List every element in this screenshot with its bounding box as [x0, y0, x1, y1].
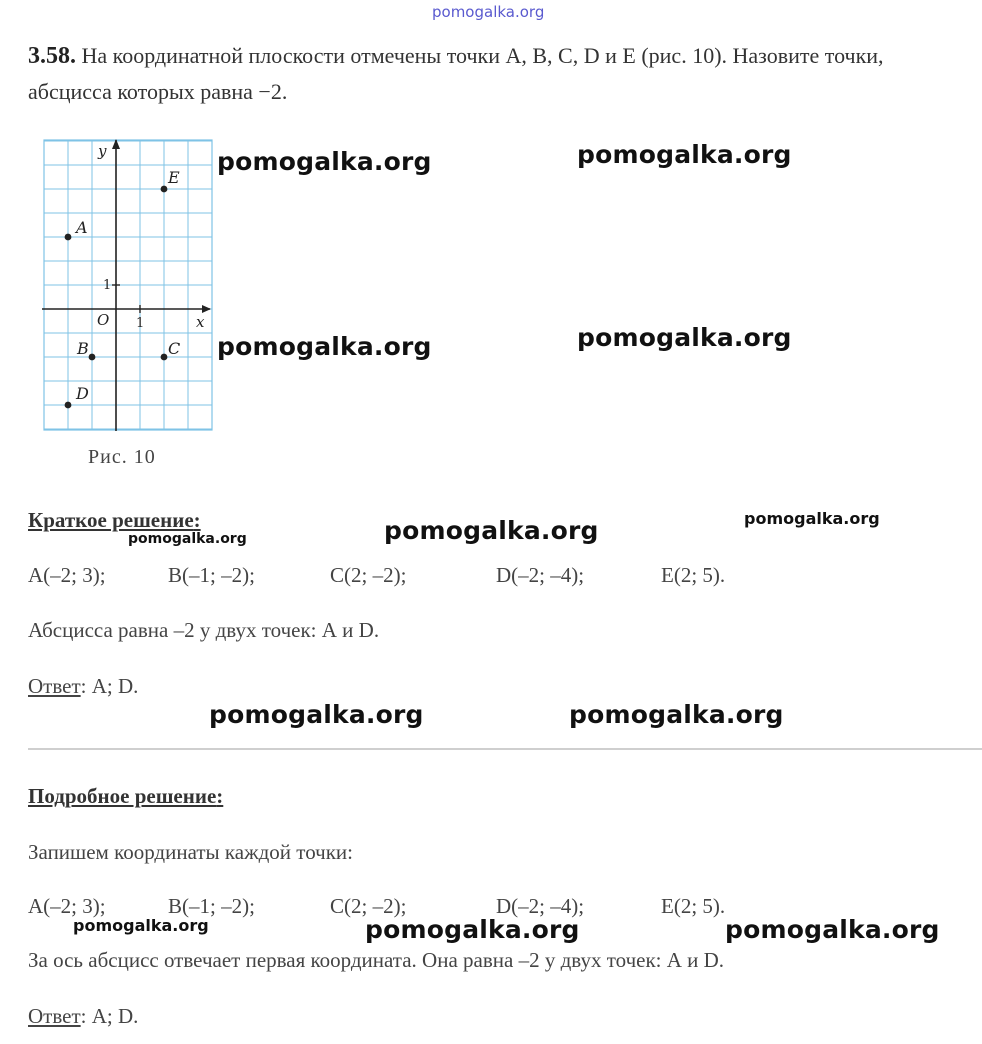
- point-d: [65, 402, 72, 409]
- point-label-d: D: [76, 384, 89, 403]
- watermark: pomogalka.org: [209, 700, 424, 729]
- problem-number: 3.58.: [28, 43, 76, 69]
- watermark: pomogalka.org: [217, 147, 432, 176]
- y-axis-label: y: [98, 142, 107, 160]
- detailed-statement: За ось абсцисс отвечает первая координата. Она равна –2 у двух точек: А и D.: [28, 948, 725, 972]
- detailed-coord-b: B(–1; –2);: [168, 894, 255, 918]
- short-coord-e: E(2; 5).: [661, 563, 726, 587]
- point-label-b: B: [77, 339, 89, 358]
- short-solution-heading-text: Краткое решение: [28, 508, 194, 532]
- x-unit-label: 1: [136, 316, 145, 331]
- watermark: pomogalka.org: [128, 531, 247, 547]
- short-coord-c: C(2; –2);: [330, 563, 407, 587]
- point-label-a: A: [76, 218, 88, 237]
- point-label-e: E: [168, 168, 180, 187]
- figure-caption: Рис. 10: [88, 446, 156, 468]
- short-solution-heading: [28, 508, 201, 533]
- point-a: [65, 234, 72, 241]
- point-c: [161, 354, 168, 361]
- short-coord-d: D(–2; –4);: [496, 563, 585, 587]
- short-statement: Абсцисса равна –2 у двух точек: А и D.: [28, 618, 380, 642]
- watermark: pomogalka.org: [217, 332, 432, 361]
- problem-statement: [28, 38, 968, 109]
- detailed-solution-heading-text: Подробное решение: [28, 784, 217, 808]
- y-unit-label: 1: [103, 278, 112, 293]
- detailed-solution-heading-colon: :: [216, 784, 224, 808]
- detailed-coord-c: C(2; –2);: [330, 894, 407, 918]
- watermark: pomogalka.org: [744, 509, 880, 528]
- detailed-answer-value: : А; D.: [80, 1004, 139, 1028]
- coordinate-figure: [40, 136, 216, 436]
- origin-label: O: [97, 311, 110, 329]
- site-watermark: pomogalka.org: [432, 3, 545, 21]
- watermark: pomogalka.org: [577, 140, 792, 169]
- grid: [44, 140, 212, 430]
- watermark: pomogalka.org: [725, 915, 940, 944]
- short-coord-b: B(–1; –2);: [168, 563, 255, 587]
- short-answer-value: : А; D.: [80, 674, 139, 698]
- watermark: pomogalka.org: [569, 700, 784, 729]
- detailed-coord-e: E(2; 5).: [661, 894, 726, 918]
- watermark: pomogalka.org: [384, 516, 599, 545]
- detailed-intro: Запишем координаты каждой точки:: [28, 840, 353, 864]
- point-e: [161, 186, 168, 193]
- watermark: pomogalka.org: [73, 916, 209, 935]
- short-answer: [28, 674, 138, 699]
- detailed-answer: [28, 1004, 138, 1029]
- point-b: [89, 354, 96, 361]
- problem-text: На координатной плоскости отмечены точки A, B, C, D и E (рис. 10). Назовите точки, абсцисса которых равна −2.: [28, 43, 884, 104]
- detailed-coord-a: A(–2; 3);: [28, 894, 106, 918]
- watermark: pomogalka.org: [577, 323, 792, 352]
- short-coord-a: A(–2; 3);: [28, 563, 106, 587]
- section-divider: [28, 748, 982, 750]
- detailed-answer-label: Ответ: [28, 1004, 81, 1028]
- x-axis-label: x: [196, 313, 205, 331]
- short-answer-label: Ответ: [28, 674, 81, 698]
- watermark: pomogalka.org: [365, 915, 580, 944]
- detailed-solution-heading: [28, 784, 223, 809]
- point-label-c: C: [168, 339, 181, 358]
- short-solution-heading-colon: :: [193, 508, 201, 532]
- detailed-coord-d: D(–2; –4);: [496, 894, 585, 918]
